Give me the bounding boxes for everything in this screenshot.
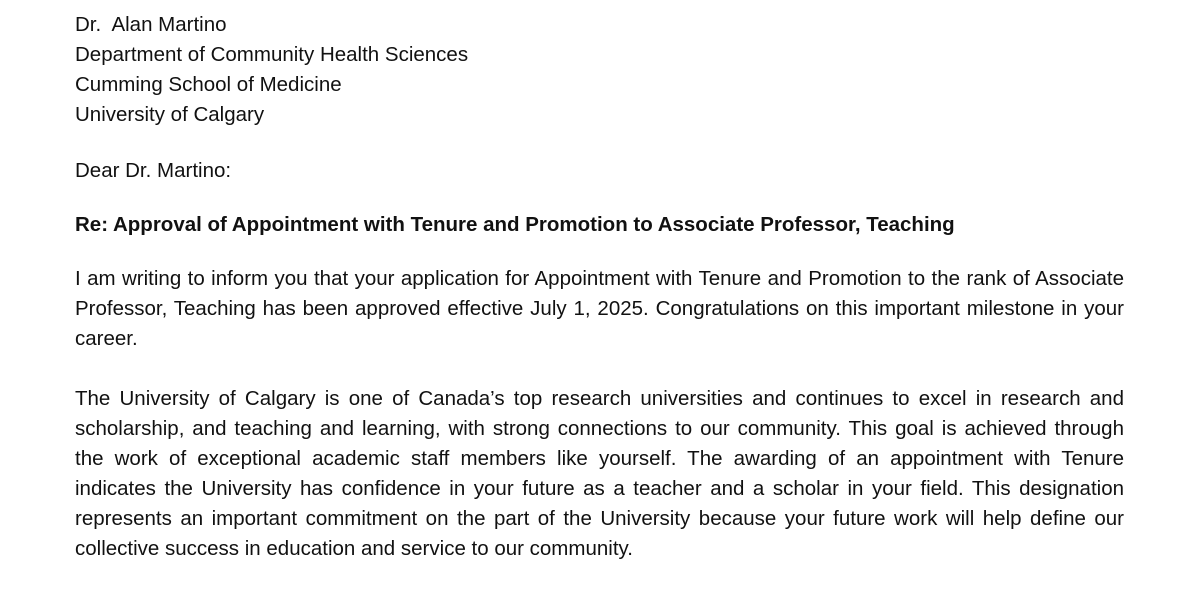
paragraph-tenure-significance: The University of Calgary is one of Canada’s top research universities and continues to excel in research and scholarship, and teaching and learning, with strong connections to our community. This goal is achieved through the work of exceptional academic staff members like yourself. The awarding of an appointment with Tenure indicates the University has confidence in your future as a teacher and a scholar in your field. This designation represents an important commitment on the part of the University because your future work will help define our collective success in education and service to our community. [75,387,1124,560]
paragraph-approval: I am writing to inform you that your application for Appointment with Tenure and Promotion to the rank of Associate Professor, Teaching has been approved effective July 1, 2025. Congratulations on this important milestone in your career. [75,267,1124,350]
recipient-address [75,10,1124,130]
recipient-school: Cumming School of Medicine [75,73,342,96]
salutation: Dear Dr. Martino: [75,159,232,182]
recipient-university: University of Calgary [75,103,265,126]
subject-line: Re: Approval of Appointment with Tenure and Promotion to Associate Professor, Teaching [75,213,955,236]
letter-body [75,10,1124,564]
recipient-name: Dr. Alan Martino [75,13,227,36]
recipient-department: Department of Community Health Sciences [75,43,469,66]
